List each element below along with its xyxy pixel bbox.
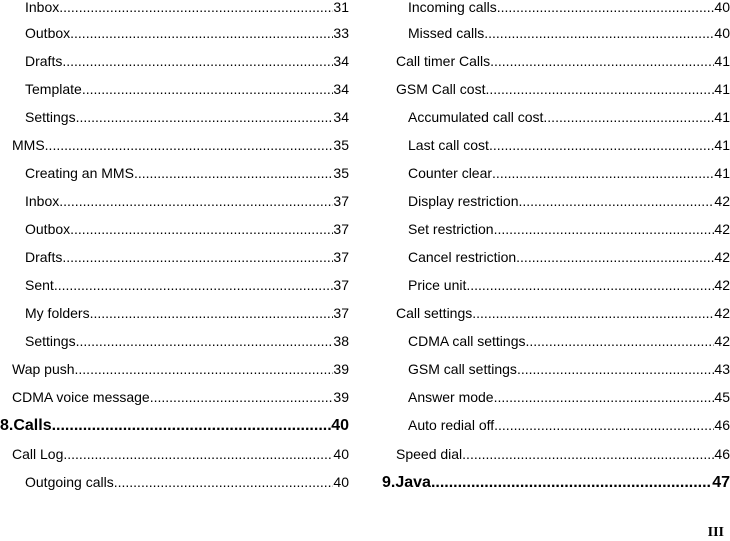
toc-dot-leader xyxy=(59,193,333,209)
toc-entry[interactable] xyxy=(0,25,349,41)
toc-entry-page-number: 42 xyxy=(714,249,730,265)
toc-dot-leader xyxy=(134,165,333,181)
toc-entry[interactable] xyxy=(0,0,349,15)
toc-entry[interactable] xyxy=(382,25,730,41)
toc-entry-label: Missed calls xyxy=(408,25,485,41)
toc-entry-label: Settings xyxy=(25,109,76,125)
toc-entry-label: Set restriction xyxy=(408,221,494,237)
toc-dot-leader xyxy=(45,137,334,153)
toc-dot-leader xyxy=(516,249,714,265)
toc-entry[interactable] xyxy=(382,277,730,293)
toc-entry-page-number: 37 xyxy=(333,249,349,265)
toc-entry[interactable] xyxy=(382,137,730,153)
toc-entry-label: GSM call settings xyxy=(408,361,517,377)
toc-dot-leader xyxy=(494,417,714,433)
toc-chapter-entry[interactable] xyxy=(382,474,730,492)
toc-entry-page-number: 40 xyxy=(333,446,349,462)
toc-entry[interactable] xyxy=(0,333,349,349)
toc-entry-label: Last call cost xyxy=(408,137,489,153)
toc-dot-leader xyxy=(63,446,333,462)
toc-entry-label: CDMA voice message xyxy=(12,389,150,405)
toc-dot-leader xyxy=(490,53,714,69)
toc-entry[interactable] xyxy=(382,109,730,125)
toc-dot-leader xyxy=(75,361,334,377)
toc-dot-leader xyxy=(494,389,715,405)
toc-entry[interactable] xyxy=(0,109,349,125)
toc-entry-page-number: 38 xyxy=(333,333,349,349)
toc-entry[interactable] xyxy=(382,389,730,405)
toc-entry[interactable] xyxy=(0,165,349,181)
toc-entry-label: Speed dial xyxy=(396,446,463,462)
toc-entry[interactable] xyxy=(382,446,730,462)
toc-entry[interactable] xyxy=(0,249,349,265)
toc-dot-leader xyxy=(114,474,334,490)
toc-dot-leader xyxy=(54,277,334,293)
toc-entry-page-number: 37 xyxy=(333,221,349,237)
toc-entry-page-number: 40 xyxy=(714,25,730,41)
toc-entry-page-number: 41 xyxy=(714,81,730,97)
toc-dot-leader xyxy=(431,474,712,492)
toc-dot-leader xyxy=(492,165,714,181)
toc-entry[interactable] xyxy=(0,137,349,153)
toc-entry-page-number: 34 xyxy=(333,53,349,69)
toc-entry[interactable] xyxy=(382,193,730,209)
toc-entry-page-number: 41 xyxy=(714,109,730,125)
toc-dot-leader xyxy=(70,221,333,237)
toc-entry[interactable] xyxy=(382,417,730,433)
toc-entry-page-number: 40 xyxy=(333,474,349,490)
toc-dot-leader xyxy=(517,361,714,377)
toc-entry-page-number: 43 xyxy=(714,361,730,377)
toc-dot-leader xyxy=(525,333,714,349)
toc-entry-page-number: 41 xyxy=(714,137,730,153)
toc-entry-label: Accumulated call cost xyxy=(408,109,544,125)
toc-entry-page-number: 42 xyxy=(714,193,730,209)
toc-entry[interactable] xyxy=(382,221,730,237)
toc-entry[interactable] xyxy=(382,333,730,349)
toc-entry-page-number: 45 xyxy=(714,389,730,405)
toc-dot-leader xyxy=(62,53,333,69)
toc-entry-label: Call Log xyxy=(12,446,64,462)
toc-dot-leader xyxy=(518,193,714,209)
toc-entry-page-number: 34 xyxy=(333,109,349,125)
page-number: III xyxy=(707,525,724,540)
toc-entry-label: Answer mode xyxy=(408,389,494,405)
toc-entry[interactable] xyxy=(382,305,730,321)
toc-entry-label: Drafts xyxy=(25,249,63,265)
toc-entry-label: Outbox xyxy=(25,25,71,41)
toc-entry-label: Outbox xyxy=(25,221,71,237)
toc-entry-page-number: 41 xyxy=(714,165,730,181)
toc-chapter-entry[interactable] xyxy=(0,417,349,435)
toc-entry-page-number: 37 xyxy=(333,193,349,209)
toc-entry-page-number: 46 xyxy=(714,417,730,433)
toc-entry-label: Template xyxy=(25,81,82,97)
toc-entry-label: Inbox xyxy=(25,193,60,209)
toc-entry-page-number: 31 xyxy=(333,0,349,15)
toc-entry-label: Inbox xyxy=(25,0,60,15)
toc-dot-leader xyxy=(489,137,714,153)
toc-entry-label: 9.Java xyxy=(382,474,431,491)
toc-dot-leader xyxy=(76,333,334,349)
toc-entry-label: Call settings xyxy=(396,305,473,321)
toc-entry-label: Wap push xyxy=(12,361,75,377)
toc-entry-page-number: 42 xyxy=(714,305,730,321)
toc-entry-label: Counter clear xyxy=(408,165,493,181)
toc-entry-label: CDMA call settings xyxy=(408,333,526,349)
toc-dot-leader xyxy=(543,109,714,125)
toc-entry[interactable] xyxy=(382,361,730,377)
toc-dot-leader xyxy=(494,221,715,237)
toc-entry-page-number: 41 xyxy=(714,53,730,69)
toc-entry[interactable] xyxy=(382,81,730,97)
toc-dot-leader xyxy=(484,25,714,41)
toc-entry-page-number: 47 xyxy=(712,474,730,491)
toc-dot-leader xyxy=(466,277,714,293)
toc-entry-label: My folders xyxy=(25,305,90,321)
toc-entry-page-number: 37 xyxy=(333,277,349,293)
toc-entry-page-number: 40 xyxy=(331,417,349,434)
toc-entry[interactable] xyxy=(0,389,349,405)
toc-entry-label: Creating an MMS xyxy=(25,165,134,181)
toc-entry-page-number: 33 xyxy=(333,25,349,41)
toc-entry-page-number: 42 xyxy=(714,333,730,349)
toc-entry[interactable] xyxy=(0,277,349,293)
toc-entry[interactable] xyxy=(0,305,349,321)
toc-dot-leader xyxy=(472,305,714,321)
toc-dot-leader xyxy=(62,249,333,265)
toc-entry-page-number: 34 xyxy=(333,81,349,97)
toc-entry[interactable] xyxy=(0,193,349,209)
toc-entry-label: Display restriction xyxy=(408,193,519,209)
toc-entry[interactable] xyxy=(382,249,730,265)
toc-dot-leader xyxy=(52,417,332,435)
toc-dot-leader xyxy=(90,305,334,321)
toc-dot-leader xyxy=(485,81,714,97)
toc-entry-label: Price unit xyxy=(408,277,467,293)
toc-entry[interactable] xyxy=(382,0,730,15)
toc-entry-label: Call timer Calls xyxy=(396,53,491,69)
toc-dot-leader xyxy=(59,0,333,15)
toc-entry-page-number: 39 xyxy=(333,389,349,405)
toc-dot-leader xyxy=(497,0,715,15)
toc-entry-page-number: 40 xyxy=(714,0,730,15)
toc-entry-label: Incoming calls xyxy=(408,0,497,15)
toc-entry-label: Auto redial off xyxy=(408,417,495,433)
toc-entry-page-number: 35 xyxy=(333,137,349,153)
toc-entry-page-number: 37 xyxy=(333,305,349,321)
toc-dot-leader xyxy=(82,81,334,97)
toc-entry[interactable] xyxy=(0,81,349,97)
toc-entry[interactable] xyxy=(382,53,730,69)
toc-entry[interactable] xyxy=(382,165,730,181)
toc-entry[interactable] xyxy=(0,361,349,377)
toc-entry[interactable] xyxy=(0,221,349,237)
toc-dot-leader xyxy=(462,446,714,462)
toc-entry[interactable] xyxy=(0,53,349,69)
toc-entry-label: GSM Call cost xyxy=(396,81,486,97)
toc-entry-label: Cancel restriction xyxy=(408,249,517,265)
toc-dot-leader xyxy=(76,109,334,125)
toc-entry-label: Sent xyxy=(25,277,54,293)
toc-entry-label: Outgoing calls xyxy=(25,474,114,490)
toc-entry[interactable] xyxy=(0,446,349,462)
toc-entry-label: Settings xyxy=(25,333,76,349)
toc-dot-leader xyxy=(150,389,334,405)
toc-entry-page-number: 42 xyxy=(714,221,730,237)
toc-entry-label: MMS xyxy=(12,137,45,153)
toc-entry-page-number: 42 xyxy=(714,277,730,293)
toc-entry-page-number: 46 xyxy=(714,446,730,462)
toc-entry-label: 8.Calls xyxy=(0,417,52,434)
toc-entry-label: Drafts xyxy=(25,53,63,69)
toc-entry[interactable] xyxy=(0,474,349,490)
toc-entry-page-number: 35 xyxy=(333,165,349,181)
toc-entry-page-number: 39 xyxy=(333,361,349,377)
toc-dot-leader xyxy=(70,25,333,41)
